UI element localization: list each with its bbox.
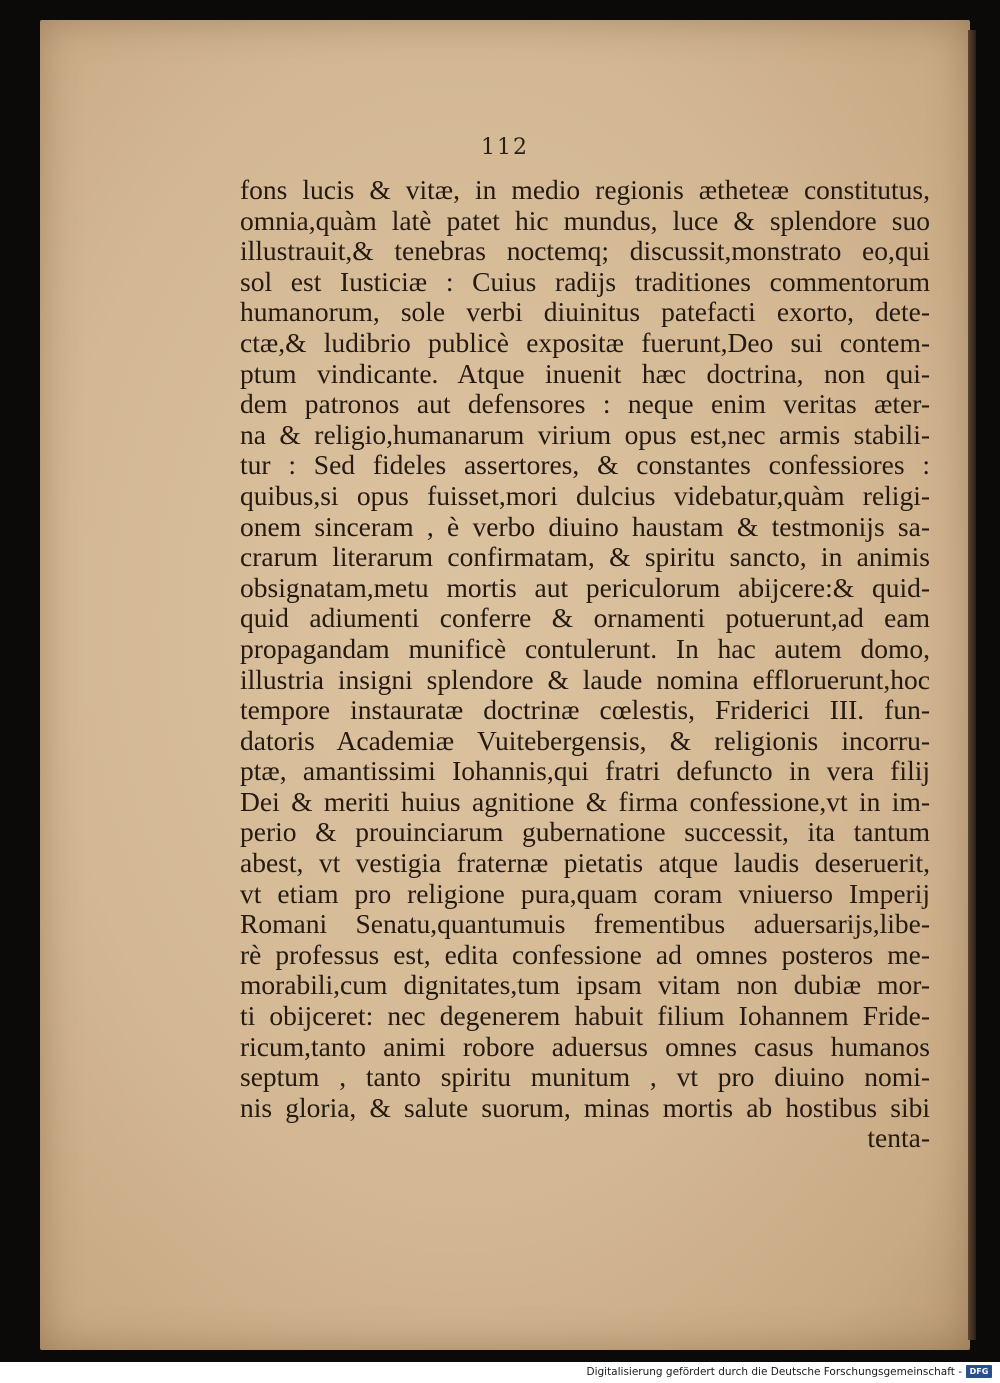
text-line-28: ti obijceret: nec degenerem habuit filium Iohannem Fride- bbox=[240, 1001, 930, 1032]
text-line-16: propagandam munificè contulerunt. In hac autem domo, bbox=[240, 633, 930, 664]
text-line-20: ptæ, amantissimi Iohannis,qui fratri defuncto in vera filij bbox=[240, 756, 930, 787]
text-line-9: na & religio,humanarum virium opus est,nec armis stabili- bbox=[240, 419, 930, 450]
text-line-25: Romani Senatu,quantumuis frementibus aduersarijs,libe- bbox=[240, 909, 930, 940]
text-line-17: illustria insigni splendore & laude nomina effloruerunt,hoc bbox=[240, 664, 930, 695]
text-line-26: rè professus est, edita confessione ad omnes posteros me- bbox=[240, 939, 930, 970]
digitization-credit: Digitalisierung gefördert durch die Deutsche Forschungsgemeinschaft - bbox=[586, 1366, 962, 1378]
text-line-11: quibus,si opus fuisset,mori dulcius videbatur,quàm religi- bbox=[240, 480, 930, 511]
text-line-24: vt etiam pro religione pura,quam coram vniuerso Imperij bbox=[240, 878, 930, 909]
text-line-27: morabili,cum dignitates,tum ipsam vitam non dubiæ mor- bbox=[240, 970, 930, 1001]
book-page bbox=[40, 20, 970, 1350]
page-edge bbox=[968, 30, 976, 1340]
text-line-22: perio & prouinciarum gubernatione successit, ita tantum bbox=[240, 817, 930, 848]
text-line-10: tur : Sed fideles assertores, & constantes confessiores : bbox=[240, 450, 930, 481]
dfg-logo: DFG bbox=[966, 1365, 992, 1378]
text-line-12: onem sinceram , è verbo diuino haustam & testmonijs sa- bbox=[240, 511, 930, 542]
page-number: 112 bbox=[481, 135, 529, 160]
text-line-18: tempore instauratæ doctrinæ cœlestis, Friderici III. fun- bbox=[240, 695, 930, 726]
text-line-2: omnia,quàm latè patet hic mundus, luce & splendore suo bbox=[240, 205, 930, 236]
text-line-3: illustrauit,& tenebras noctemq; discussit,monstrato eo,qui bbox=[240, 236, 930, 267]
catchword: tenta- bbox=[867, 1123, 930, 1154]
text-line-6: ctæ,& ludibrio publicè expositæ fuerunt,Deo sui contem- bbox=[240, 327, 930, 358]
text-line-8: dem patronos aut defensores : neque enim veritas æter- bbox=[240, 389, 930, 420]
text-block bbox=[240, 175, 930, 1154]
text-line-1: fons lucis & vitæ, in medio regionis ætheteæ constitutus, bbox=[240, 175, 930, 205]
text-line-29: ricum,tanto animi robore aduersus omnes casus humanos bbox=[240, 1031, 930, 1062]
text-line-30: septum , tanto spiritu munitum , vt pro diuino nomi- bbox=[240, 1062, 930, 1093]
text-line-7: ptum vindicante. Atque inuenit hæc doctrina, non qui- bbox=[240, 358, 930, 389]
text-line-21: Dei & meriti huius agnitione & firma confessione,vt in im- bbox=[240, 786, 930, 817]
text-line-15: quid adiumenti conferre & ornamenti potuerunt,ad eam bbox=[240, 603, 930, 634]
text-line-23: abest, vt vestigia fraternæ pietatis atque laudis deseruerit, bbox=[240, 848, 930, 879]
text-line-5: humanorum, sole verbi diuinitus patefacti exorto, dete- bbox=[240, 297, 930, 328]
text-line-31: nis gloria, & salute suorum, minas mortis ab hostibus sibi bbox=[240, 1092, 930, 1123]
text-line-13: crarum literarum confirmatam, & spiritu sancto, in animis bbox=[240, 542, 930, 573]
text-line-4: sol est Iusticiæ : Cuius radijs traditiones commentorum bbox=[240, 266, 930, 297]
text-line-19: datoris Academiæ Vuitebergensis, & religionis incorru- bbox=[240, 725, 930, 756]
text-line-14: obsignatam,metu mortis aut periculorum abijcere:& quid- bbox=[240, 572, 930, 603]
